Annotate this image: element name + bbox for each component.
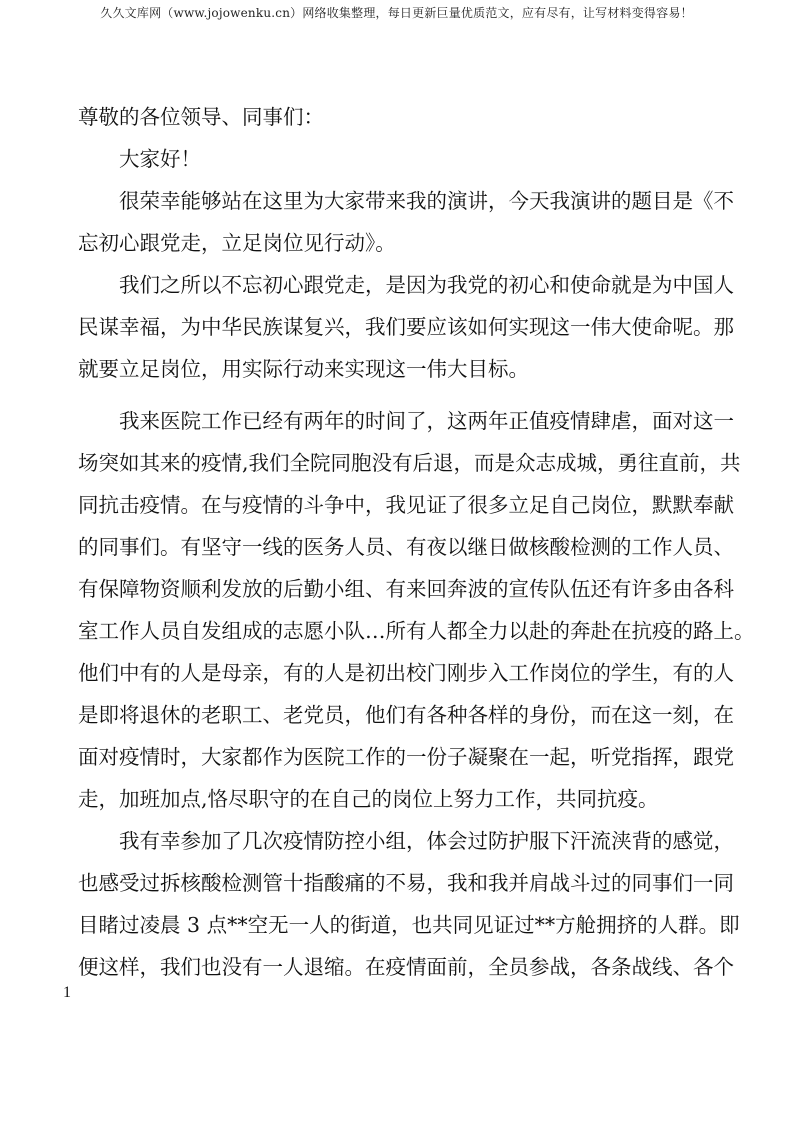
paragraph-3-line: 有保障物资顺利发放的后勤小组、有来回奔波的宣传队伍还有许多由各科 xyxy=(78,577,734,601)
paragraph-3-line: 是即将退休的老职工、老党员，他们有各种各样的身份，而在这一刻，在 xyxy=(78,703,734,727)
paragraph-4-line: 便这样，我们也没有一人退缩。在疫情面前，全员参战，各条战线、各个 xyxy=(78,955,734,979)
paragraph-2-line: 就要立足岗位，用实际行动来实现这一伟大目标。 xyxy=(78,357,529,381)
paragraph-3-line: 走，加班加点,恪尽职守的在自己的岗位上努力工作，共同抗疫。 xyxy=(78,787,659,811)
paragraph-1-line: 忘初心跟党走，立足岗位见行动》。 xyxy=(78,231,396,255)
paragraph-2-line: 我们之所以不忘初心跟党走，是因为我党的初心和使命就是为中国人 xyxy=(119,273,734,297)
paragraph-4-line: 我有幸参加了几次疫情防控小组，体会过防护服下汗流浃背的感觉， xyxy=(119,829,734,853)
paragraph-3-line: 面对疫情时，大家都作为医院工作的一份子凝聚在一起，听党指挥，跟党 xyxy=(78,745,734,769)
speech-body xyxy=(78,96,755,988)
paragraph-1-line: 很荣幸能够站在这里为大家带来我的演讲，今天我演讲的题目是《不 xyxy=(119,189,734,213)
paragraph-3-line: 的同事们。有坚守一线的医务人员、有夜以继日做核酸检测的工作人员、 xyxy=(78,535,734,559)
paragraph-3-line: 室工作人员自发组成的志愿小队…所有人都全力以赴的奔赴在抗疫的路上。 xyxy=(78,619,755,643)
paragraph-2-line: 民谋幸福，为中华民族谋复兴，我们要应该如何实现这一伟大使命呢。那 xyxy=(78,315,734,339)
page-number: 1 xyxy=(63,984,71,1001)
paragraph-3-line: 场突如其来的疫情,我们全院同胞没有后退，而是众志成城，勇往直前，共 xyxy=(78,451,741,475)
site-header-note: 久久文库网（www.jojowenku.cn）网络收集整理，每日更新巨量优质范文，应有尽有，让写材料变得容易！ xyxy=(100,6,693,20)
paragraph-3-line: 我来医院工作已经有两年的时间了，这两年正值疫情肆虐，面对这一 xyxy=(119,409,734,433)
paragraph-4-line: 目睹过凌晨 3 点**空无一人的街道，也共同见证过**方舱拥挤的人群。即 xyxy=(78,913,740,937)
paragraph-3-line: 同抗击疫情。在与疫情的斗争中，我见证了很多立足自己岗位，默默奉献 xyxy=(78,493,734,517)
paragraph-3-line: 他们中有的人是母亲，有的人是初出校门刚步入工作岗位的学生，有的人 xyxy=(78,661,734,685)
salutation: 尊敬的各位领导、同事们： xyxy=(78,105,324,129)
greeting: 大家好！ xyxy=(119,147,201,171)
paragraph-4-line: 也感受过拆核酸检测管十指酸痛的不易，我和我并肩战斗过的同事们一同 xyxy=(78,871,734,895)
